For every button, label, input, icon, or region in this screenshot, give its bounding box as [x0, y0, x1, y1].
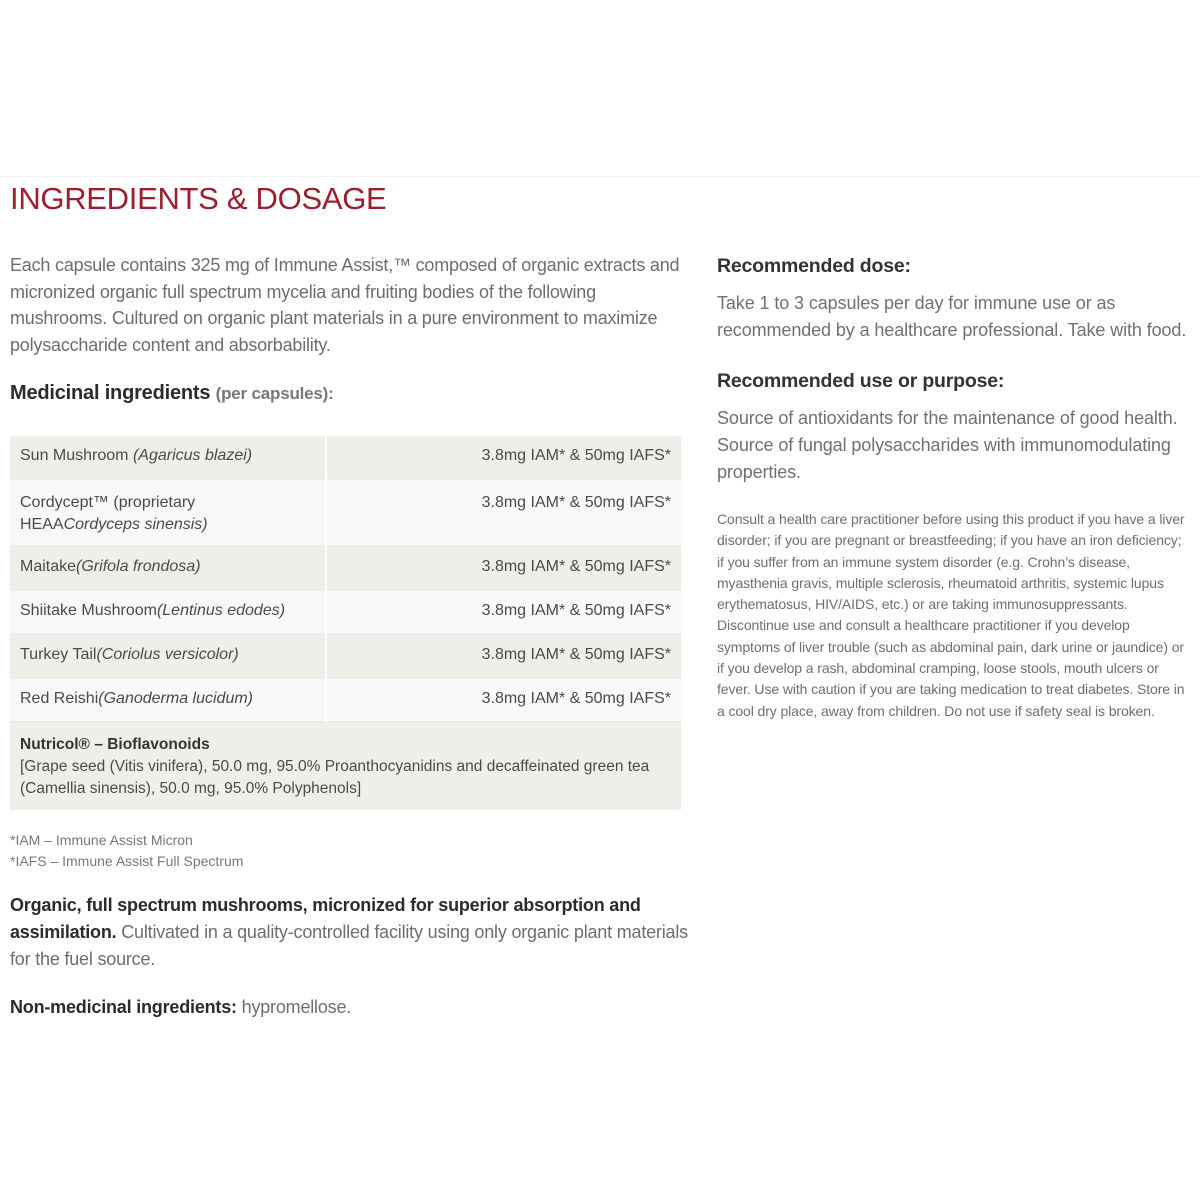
- ingredient-name: Turkey Tail(Coriolus versicolor): [10, 633, 326, 678]
- nutricol-cell: [10, 721, 681, 810]
- organic-bold: Organic, full spectrum mushrooms, micronized for superior absorption and assimilation.: [10, 895, 641, 942]
- table-row: [10, 633, 681, 678]
- footnote-iam: *IAM – Immune Assist Micron: [10, 832, 193, 848]
- organic-paragraph: [10, 892, 690, 973]
- nutricol-title: Nutricol® – Bioflavonoids: [20, 735, 210, 753]
- ingredient-amount: 3.8mg IAM* & 50mg IAFS*: [326, 545, 681, 590]
- ingredient-amount: 3.8mg IAM* & 50mg IAFS*: [326, 678, 681, 721]
- intro-paragraph: Each capsule contains 325 mg of Immune Assist,™ composed of organic extracts and micronized organic full spectrum mycelia and fruiting bodies of the following mushrooms. Cultured on organic plant materials in a pure environment to maximize polysaccharide content and absorbability.: [10, 255, 680, 355]
- ingredient-amount: 3.8mg IAM* & 50mg IAFS*: [326, 590, 681, 633]
- footnotes: [10, 830, 243, 872]
- page-title: INGREDIENTS & DOSAGE: [10, 181, 387, 216]
- ingredient-name: Sun Mushroom (Agaricus blazei): [10, 436, 326, 479]
- left-column: [10, 252, 690, 405]
- table-row: [10, 590, 681, 633]
- medicinal-heading-sub: (per capsules):: [215, 384, 334, 403]
- table-row: [10, 678, 681, 721]
- nutricol-row: [10, 721, 681, 810]
- ingredient-amount: 3.8mg IAM* & 50mg IAFS*: [326, 479, 681, 545]
- ingredients-table: [10, 436, 681, 810]
- top-divider: [0, 176, 1200, 177]
- ingredient-name: Red Reishi(Ganoderma lucidum): [10, 678, 326, 721]
- table-row: [10, 545, 681, 590]
- ingredient-name: Cordycept™ (proprietary HEAACordyceps sinensis): [10, 479, 326, 545]
- recommended-use-heading: Recommended use or purpose:: [717, 370, 1005, 392]
- medicinal-ingredients-heading: [10, 382, 690, 405]
- medicinal-heading-label: Medicinal ingredients: [10, 382, 211, 404]
- ingredient-amount: 3.8mg IAM* & 50mg IAFS*: [326, 436, 681, 479]
- ingredient-amount: 3.8mg IAM* & 50mg IAFS*: [326, 633, 681, 678]
- recommended-dose-text: Take 1 to 3 capsules per day for immune use or as recommended by a healthcare professional. Take with food.: [717, 293, 1187, 340]
- ingredient-name: Shiitake Mushroom(Lentinus edodes): [10, 590, 326, 633]
- non-medicinal-label: Non-medicinal ingredients:: [10, 997, 237, 1017]
- right-column: [717, 255, 1187, 722]
- nutricol-description: [Grape seed (Vitis vinifera), 50.0 mg, 95.0% Proanthocyanidins and decaffeinated green tea (Camellia sinensis), 50.0 mg, 95.0% Polyphenols]: [20, 757, 650, 797]
- footnote-iafs: *IAFS – Immune Assist Full Spectrum: [10, 853, 244, 869]
- table-row: [10, 436, 681, 479]
- non-medicinal-value: hypromellose.: [236, 997, 352, 1017]
- ingredient-name: Maitake(Grifola frondosa): [10, 545, 326, 590]
- non-medicinal-ingredients: [10, 997, 351, 1018]
- recommended-dose-heading: Recommended dose:: [717, 255, 911, 277]
- warning-text: Consult a health care practitioner before using this product if you have a liver disorder; if you are pregnant or breastfeeding; if you have an iron deficiency; if you suffer from an immune system disorder (e.g. Crohn’s disease, myasthenia gravis, multiple sclerosis, rheumatoid arthritis, systemic lupus erythematosus, HIV/AIDS, etc.) or are taking immunosuppressants. Discontinue use and consult a healthcare practitioner if you develop symptoms of liver trouble (such as abdominal pain, dark urine or jaundice) or if you develop a rash, abdominal cramping, loose stools, mouth ulcers or fever. Use with caution if you are taking medication to treat diabetes. Store in a cool dry place, away from children. Do not use if safety seal is broken.: [717, 511, 1185, 719]
- recommended-use-text: Source of antioxidants for the maintenance of good health. Source of fungal polysaccharides with immunomodulating properties.: [717, 408, 1178, 482]
- organic-text: Cultivated in a quality-controlled facility using only organic plant materials for the fuel source.: [10, 922, 688, 969]
- table-row: [10, 479, 681, 545]
